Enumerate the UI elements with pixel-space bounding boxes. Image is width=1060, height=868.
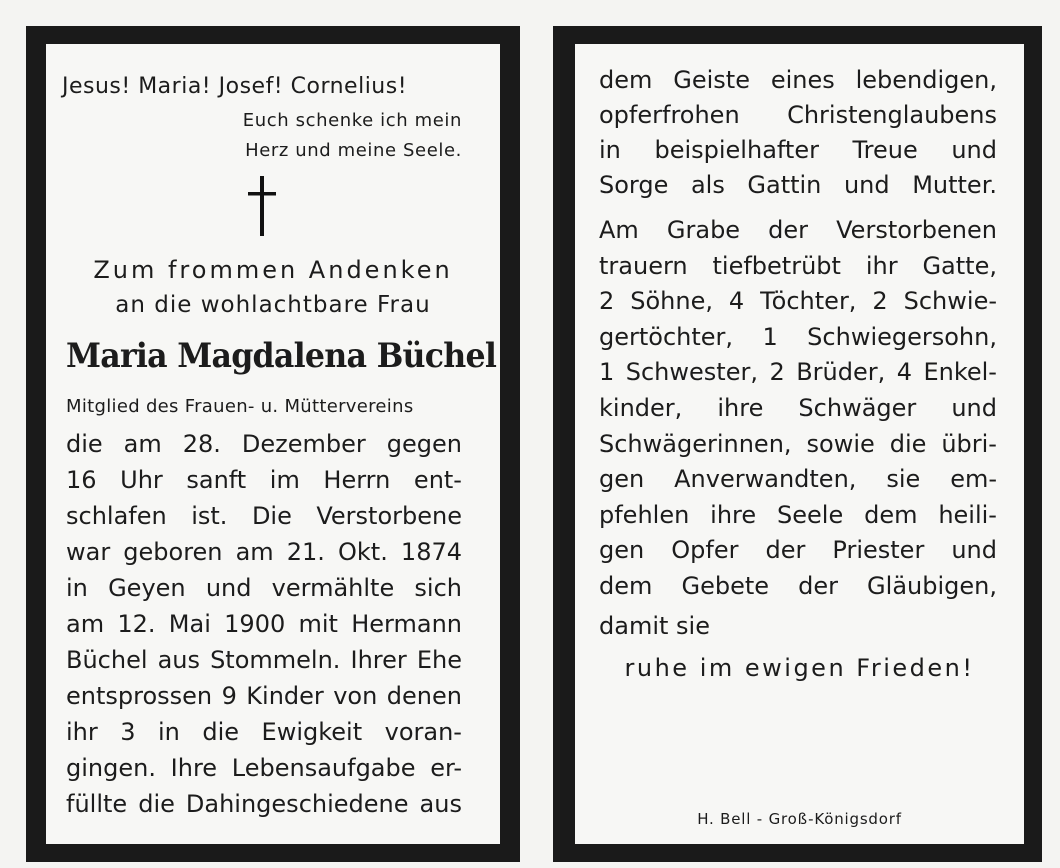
- invocation: Jesus! Maria! Josef! Cornelius!: [62, 74, 408, 99]
- printer-credit: H. Bell - Groß-Königsdorf: [697, 810, 902, 828]
- text-line: dem Gebete der Gläubigen,: [599, 572, 997, 600]
- text-line: gertöchter, 1 Schwiegersohn,: [599, 322, 997, 351]
- dedication-line-2: Herz und meine Seele.: [245, 140, 462, 161]
- text-line: dem Geiste eines lebendigen,: [599, 66, 997, 94]
- text-line: 2 Söhne, 4 Töchter, 2 Schwie-: [599, 287, 997, 316]
- text-line: gen Opfer der Priester und: [599, 536, 997, 565]
- dedication-line-1: Euch schenke ich mein: [242, 110, 462, 131]
- text-line: in beispielhafter Treue und: [599, 136, 997, 164]
- memorial-line-2: an die wohlachtbare Frau: [115, 292, 431, 318]
- text-line: kinder, ihre Schwäger und: [599, 394, 997, 422]
- text-line: Sorge als Gattin und Mutter.: [599, 171, 997, 199]
- left-card-panel: [26, 26, 520, 862]
- text-line: in Geyen und vermählte sich: [66, 574, 462, 602]
- text-line: trauern tiefbetrübt ihr Gatte,: [599, 251, 997, 280]
- text-line: 1 Schwester, 2 Brüder, 4 Enkel-: [599, 358, 997, 387]
- text-line: füllte die Dahingeschiedene aus: [66, 790, 462, 818]
- right-card-panel: [553, 26, 1042, 862]
- text-line: ihr 3 in die Ewigkeit voran-: [66, 718, 462, 746]
- text-line: die am 28. Dezember gegen: [66, 430, 462, 458]
- text-line: gingen. Ihre Lebensaufgabe er-: [66, 754, 462, 782]
- deceased-name: Maria Magdalena Büchel: [66, 336, 497, 376]
- text-line: 16 Uhr sanft im Herrn ent-: [66, 466, 462, 494]
- text-line: opferfrohen Christenglaubens: [599, 101, 997, 129]
- left-card-page: [46, 44, 500, 844]
- closing-line: ruhe im ewigen Frieden!: [624, 654, 975, 682]
- membership: Mitglied des Frauen- u. Müttervereins: [66, 396, 414, 417]
- right-card-page: [575, 44, 1024, 844]
- text-line: gen Anverwandten, sie em-: [599, 465, 997, 494]
- text-line: Schwägerinnen, sowie die übri-: [599, 429, 997, 458]
- text-line: war geboren am 21. Okt. 1874: [66, 538, 462, 566]
- text-line: schlafen ist. Die Verstorbene: [66, 502, 462, 530]
- text-line: am 12. Mai 1900 mit Hermann: [66, 610, 462, 638]
- text-line: pfehlen ihre Seele dem heili-: [599, 500, 997, 529]
- memorial-line-1: Zum frommen Andenken: [93, 256, 453, 284]
- cross-icon: [247, 176, 277, 236]
- text-line: Büchel aus Stommeln. Ihrer Ehe: [66, 646, 462, 674]
- text-line: damit sie: [599, 612, 710, 640]
- text-line: Am Grabe der Verstorbenen: [599, 216, 997, 244]
- text-line: entsprossen 9 Kinder von denen: [66, 682, 462, 710]
